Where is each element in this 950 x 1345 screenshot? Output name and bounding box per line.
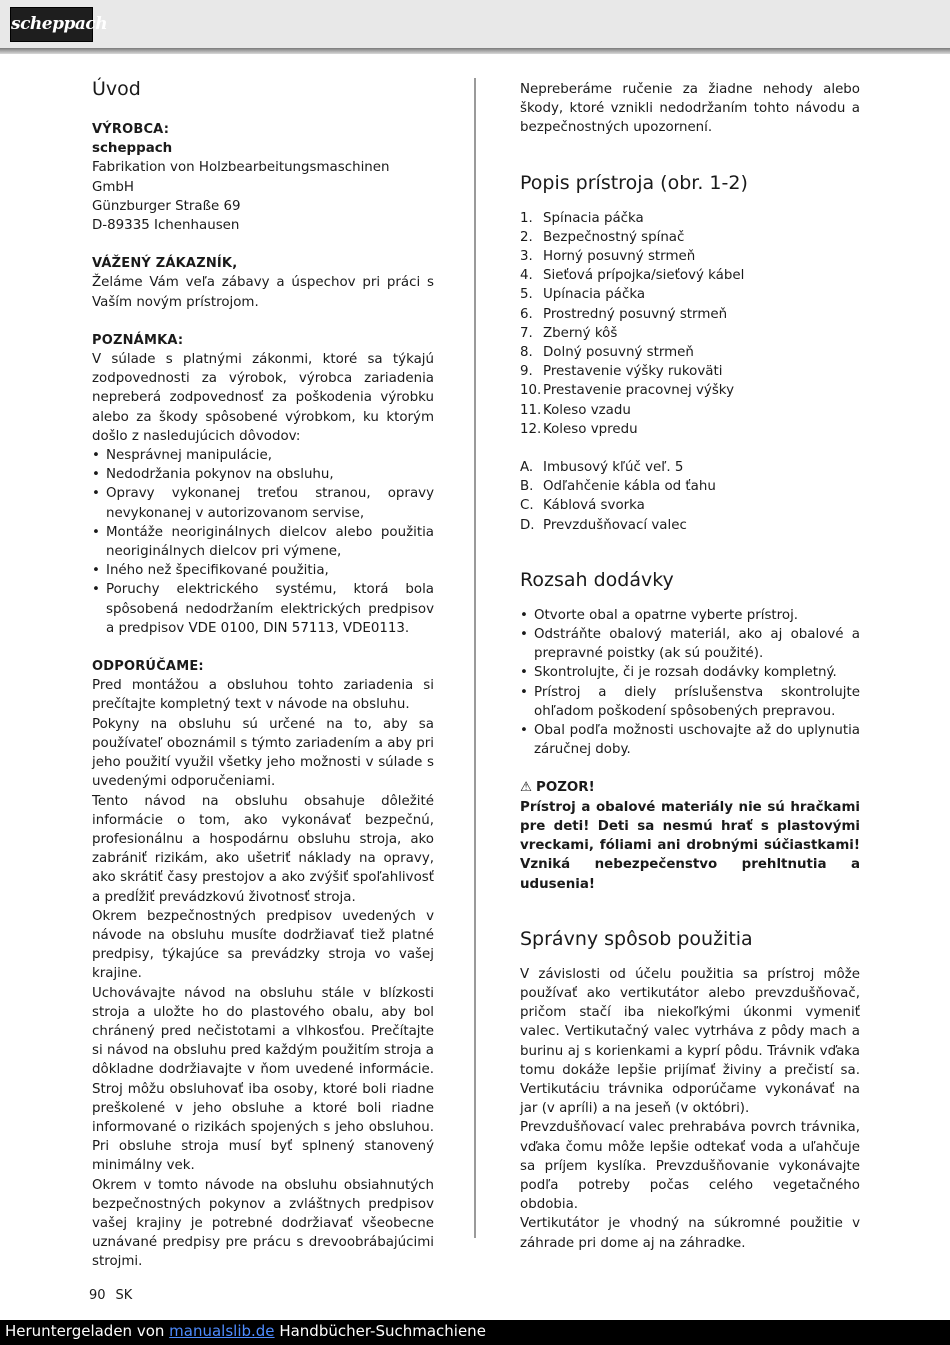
list-item: 1. Spínacia páčka	[520, 210, 644, 226]
list-item: 11. Koleso vzadu	[520, 402, 631, 418]
download-suffix: Handbücher-Suchmachiene	[274, 1322, 486, 1340]
recommend-paragraph: Uchovávajte návod na obsluhu stále v blízkosti stroja a uložte ho do plastového obalu, aby bol chránený pred nečistotami a vlhkosťou. Prečítajte si návod na obsluhu pred každým použitím stroja a dôkladne dodržiavajte v ňom uvedené informácie. Stroj môžu obsluhovať iba osoby, ktoré boli riadne preškolené v jeho obsluhe a ktoré boli riadne informované o rizikách spojených s jeho obsluhou. Pri obsluhe stroja musí byť splnený stanovený minimálny vek.	[92, 985, 434, 1174]
section-title-popis: Popis prístroja (obr. 1-2)	[520, 171, 748, 194]
note-text: V súlade s platnými zákonmi, ktoré sa týkajú zodpovednosti za výrobok, výrobca zariadenia nepreberá zodpovednosť za poškodenia výrobku alebo za škody spôsobené výrobkom, ku ktorým došlo z nasledujúcich dôvodov:	[92, 352, 434, 444]
delivery-list	[520, 606, 860, 760]
left-column	[92, 76, 434, 1272]
list-item: • Poruchy elektrického systému, ktorá bola spôsobená nedodržaním elektrických predpisov a predpisov VDE 0100, DIN 57113, VDE0113.	[92, 580, 434, 638]
warning-text: Prístroj a obalové materiály nie sú hračkami pre deti! Deti sa nesmú hrať s plastovými vreckami, fóliami ani drobnými súčiastkami! Vzniká nebezpečenstvo prehltnutia a udusenia!	[520, 799, 860, 892]
usage-paragraph: Prevzdušňovací valec prehrabáva povrch trávnika, vďaka čomu môže lepšie odtekať voda a uľahčuje sa príjem kyslíka. Prevzdušňovanie vykonávajte podľa potreby počas celého vegetačného obdobia.	[520, 1120, 860, 1213]
list-item: 10. Prestavenie pracovnej výšky	[520, 383, 735, 399]
recommend-paragraph: Tento návod na obsluhu obsahuje dôležité informácie o tom, ako vykonávať bezpečnú, profesionálnu a hospodárnu obsluhu stroja, ako zabrániť rizikám, ako ušetriť náklady na opravy, ako skrátiť časy prestojov a ako zvýšiť spoľahlivosť a predĺžiť prevádzkovú životnosť stroja.	[92, 793, 434, 905]
list-item: D. Prevzdušňovací valec	[520, 517, 687, 533]
recommend-label: ODPORÚČAME:	[92, 659, 204, 675]
recommend-paragraph: Pokyny na obsluhu sú určené na to, aby sa používateľ oboznámil s týmto zariadením a aby pri jeho použití využil všetky jeho možnosti v súlade s uvedenými odporučeniami.	[92, 716, 434, 790]
accessories-list	[520, 458, 860, 535]
header-shadow	[0, 48, 950, 54]
section-title-rozsah: Rozsah dodávky	[520, 568, 674, 591]
liability-text: Nepreberáme ručenie za žiadne nehody alebo škody, ktoré vznikli nedodržaním tohto návodu a bezpečnostných upozornení.	[520, 82, 860, 136]
list-item: 2. Bezpečnostný spínač	[520, 229, 685, 245]
customer-text: Želáme Vám veľa zábavy a úspechov pri práci s Vaším novým prístrojom.	[92, 275, 434, 310]
list-item: 6. Prostredný posuvný strmeň	[520, 306, 728, 322]
list-item: • Odstráňte obalový materiál, ako aj obalové a prepravné poistky (ak sú použité).	[520, 625, 860, 663]
list-item: • Iného než špecifikované použitia,	[92, 561, 434, 580]
list-item: 8. Dolný posuvný strmeň	[520, 345, 694, 361]
list-item: • Prístroj a diely príslušenstva skontrolujte ohľadom poškodení spôsobených prepravou.	[520, 683, 860, 721]
manualslib-link[interactable]: manualslib.de	[169, 1322, 275, 1340]
manufacturer-line: Fabrikation von Holzbearbeitungsmaschinen GmbH	[92, 160, 390, 195]
list-item: A. Imbusový kľúč veľ. 5	[520, 460, 684, 476]
manufacturer-label: VÝROBCA:	[92, 122, 170, 137]
list-item: • Nedodržania pokynov na obsluhu,	[92, 465, 434, 484]
customer-label: VÁŽENÝ ZÁKAZNÍK,	[92, 256, 238, 272]
note-label: POZNÁMKA:	[92, 332, 184, 348]
page-number: 90	[89, 1288, 106, 1303]
list-item: • Skontrolujte, či je rozsah dodávky kompletný.	[520, 663, 860, 682]
list-item: 3. Horný posuvný strmeň	[520, 249, 696, 265]
list-item: 7. Zberný kôš	[520, 325, 618, 341]
header-bar	[0, 0, 950, 48]
list-item: • Nesprávnej manipulácie,	[92, 446, 434, 465]
recommend-paragraph: Okrem bezpečnostných predpisov uvedených v návode na obsluhu musíte dodržiavať tiež platné predpisy, týkajúce sa prevádzky stroja vo vašej krajine.	[92, 908, 434, 982]
page-footer	[89, 1288, 142, 1303]
list-item: C. Káblová svorka	[520, 498, 645, 514]
download-bar	[0, 1320, 950, 1345]
list-item: • Montáže neoriginálnych dielcov alebo použitia neoriginálnych dielcov pri výmene,	[92, 523, 434, 561]
manufacturer-line: D-89335 Ichenhausen	[92, 218, 240, 234]
download-prefix: Heruntergeladen von	[5, 1322, 170, 1340]
recommend-paragraph: Okrem v tomto návode na obsluhu obsiahnutých bezpečnostných pokynov a zvláštnych predpisov vašej krajiny je potrebné dodržiavať všeobecne uznávané predpisy pre prácu s drevoobrábajúcimi strojmi.	[92, 1177, 434, 1270]
list-item: 9. Prestavenie výšky rukoväti	[520, 364, 723, 380]
list-item: 12. Koleso vpredu	[520, 421, 638, 437]
manufacturer-name: scheppach	[92, 141, 173, 157]
usage-paragraph: Vertikutátor je vhodný na súkromné použitie v záhrade pri dome aj na záhradke.	[520, 1216, 860, 1251]
list-item: B. Odľahčenie kábla od ťahu	[520, 479, 716, 495]
warning-icon: ⚠	[520, 780, 533, 796]
scheppach-logo: scheppach	[10, 7, 93, 42]
usage-paragraph: V závislosti od účelu použitia sa prístroj môže používať ako vertikutátor alebo prevzdušňovač, pričom stačí iba niekoľkými úkonmi vymeniť valec. Vertikutačný valec vytrháva z pôdy mach a burinu aj s korienkami a kyprí pôdu. Trávnik vďaka tomu dokáže lepšie prijímať živiny a prečistí sa. Vertikutáciu trávnika odporúčame vykonávať na jar (v apríli) a na jeseň (v októbri).	[520, 966, 860, 1117]
manufacturer-line: Günzburger Straße 69	[92, 198, 241, 214]
section-title-uvod: Úvod	[92, 78, 141, 100]
recommend-paragraph: Pred montážou a obsluhou tohto zariadenia si prečítajte kompletný text v návode na obsluhu.	[92, 678, 434, 713]
right-column	[520, 76, 860, 1253]
list-item: 5. Upínacia páčka	[520, 287, 646, 303]
list-item: • Otvorte obal a opatrne vyberte prístroj.	[520, 606, 860, 625]
language-code: SK	[115, 1288, 133, 1303]
list-item: • Opravy vykonanej treťou stranou, opravy nevykonanej v autorizovanom servise,	[92, 484, 434, 522]
section-title-pouzitie: Správny spôsob použitia	[520, 927, 753, 950]
list-item: 4. Sieťová prípojka/sieťový kábel	[520, 268, 745, 284]
list-item: • Obal podľa možnosti uschovajte až do uplynutia záručnej doby.	[520, 721, 860, 759]
parts-list	[520, 209, 860, 439]
note-list	[92, 446, 434, 638]
column-divider	[474, 78, 476, 1238]
warning-heading: ⚠ POZOR!	[520, 778, 860, 797]
